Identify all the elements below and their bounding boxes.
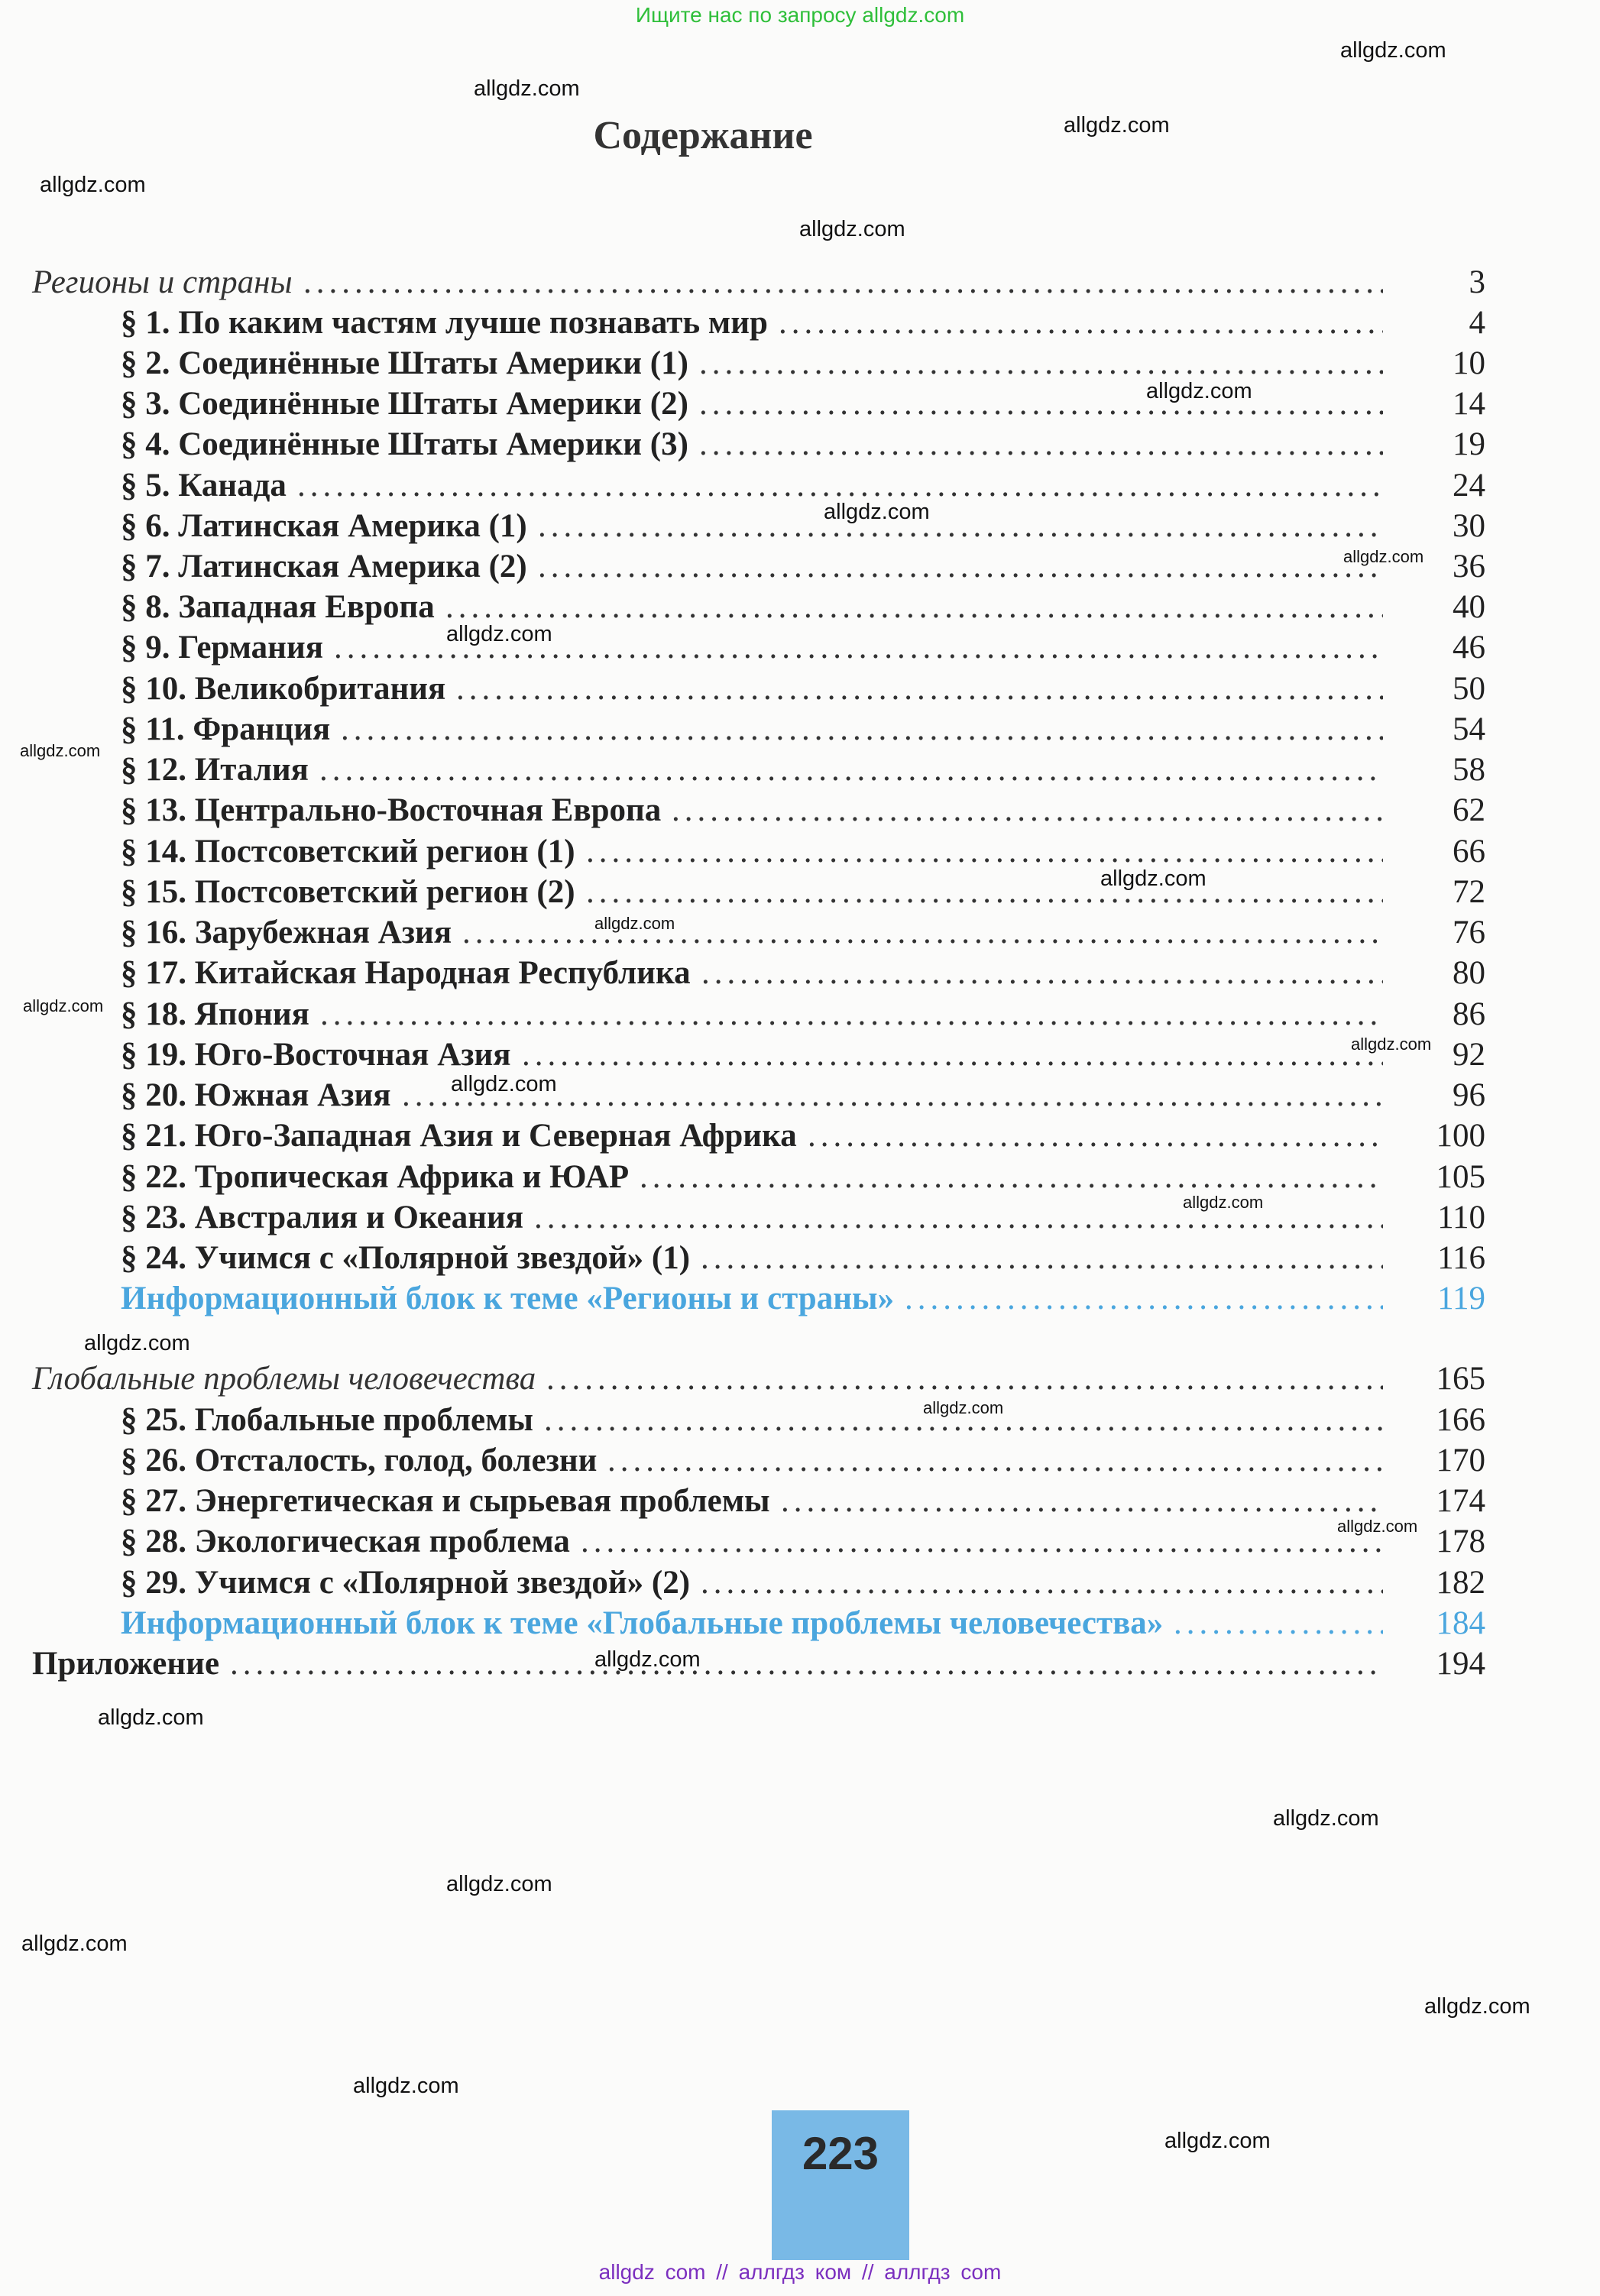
toc-leader-dots	[1174, 1603, 1383, 1644]
toc-leader-dots	[538, 506, 1383, 547]
toc-label: § 3. Соединённые Штаты Америки (2)	[121, 386, 688, 422]
toc-page: 62	[1453, 792, 1485, 828]
watermark-text: allgdz.com	[1273, 1806, 1379, 1831]
watermark-text: allgdz.com	[21, 1932, 128, 1956]
toc-label: § 5. Канада	[121, 468, 287, 504]
toc-leader-dots	[546, 1358, 1383, 1400]
toc-label: § 8. Западная Европа	[121, 589, 435, 625]
toc-row	[0, 872, 1600, 913]
toc-leader-dots	[607, 1440, 1383, 1482]
toc-row	[0, 465, 1600, 507]
toc-row	[0, 303, 1600, 344]
toc-leader-dots	[701, 1563, 1383, 1604]
toc-page: 58	[1453, 752, 1485, 788]
toc-row	[0, 912, 1600, 954]
toc-row	[0, 1358, 1600, 1400]
toc-label: § 18. Япония	[121, 996, 309, 1032]
toc-label: § 4. Соединённые Штаты Америки (3)	[121, 426, 688, 462]
toc-page: 170	[1436, 1443, 1485, 1478]
toc-label: § 22. Тропическая Африка и ЮАР	[121, 1159, 630, 1195]
toc-row	[0, 1157, 1600, 1198]
toc-leader-dots	[230, 1643, 1383, 1685]
toc-page: 100	[1436, 1118, 1485, 1154]
watermark-text: allgdz.com	[1351, 1035, 1432, 1054]
toc-page: 66	[1453, 834, 1485, 870]
toc-row	[0, 1440, 1600, 1482]
toc-page: 165	[1436, 1361, 1485, 1397]
toc-label: § 19. Юго-Восточная Азия	[121, 1037, 511, 1073]
toc-row	[0, 669, 1600, 710]
toc-row	[0, 1075, 1600, 1116]
watermark-text: allgdz.com	[923, 1398, 1004, 1417]
toc-label: Приложение	[32, 1646, 220, 1682]
watermark-text: allgdz.com	[1424, 1994, 1530, 2019]
watermark-text: allgdz.com	[1100, 866, 1206, 891]
toc-label: § 7. Латинская Америка (2)	[121, 549, 527, 585]
watermark-text: allgdz.com	[98, 1705, 204, 1730]
toc-row	[0, 627, 1600, 669]
toc-page: 30	[1453, 508, 1485, 544]
watermark-text: allgdz.com	[446, 1872, 552, 1896]
watermark-text: allgdz.com	[353, 2074, 459, 2098]
toc-leader-dots	[808, 1116, 1383, 1157]
toc-page: 86	[1453, 996, 1485, 1032]
toc-row	[0, 424, 1600, 465]
watermark-text: allgdz.com	[40, 173, 146, 197]
toc-leader-dots	[320, 994, 1383, 1035]
toc-label: § 12. Италия	[121, 752, 309, 788]
watermark-text: allgdz.com	[594, 1647, 701, 1672]
toc-label: § 28. Экологическая проблема	[121, 1524, 570, 1559]
toc-label: § 21. Юго-Западная Азия и Северная Африка	[121, 1118, 797, 1154]
toc-label: § 24. Учимся с «Полярной звездой» (1)	[121, 1240, 691, 1276]
watermark-text: allgdz.com	[799, 217, 905, 241]
toc-page: 92	[1453, 1037, 1485, 1073]
toc-row	[0, 343, 1600, 384]
page-number-box	[772, 2110, 909, 2260]
watermark-text: allgdz.com	[446, 622, 552, 646]
toc-label: § 17. Китайская Народная Республика	[121, 955, 691, 991]
toc-page: 80	[1453, 955, 1485, 991]
toc-row	[0, 1238, 1600, 1279]
watermark-text: allgdz.com	[474, 76, 580, 101]
toc-page: 3	[1469, 264, 1485, 300]
toc-leader-dots	[779, 303, 1383, 344]
toc-label: § 10. Великобритания	[121, 671, 446, 707]
toc-leader-dots	[699, 343, 1383, 384]
toc-page: 166	[1436, 1402, 1485, 1438]
toc-page: 50	[1453, 671, 1485, 707]
toc-page: 10	[1453, 345, 1485, 381]
watermark-text: allgdz.com	[1164, 2129, 1271, 2153]
toc-row	[0, 1603, 1600, 1644]
toc-row	[0, 1197, 1600, 1239]
toc-page: 194	[1436, 1646, 1485, 1682]
toc-row	[0, 1481, 1600, 1522]
toc-label: § 25. Глобальные проблемы	[121, 1402, 533, 1438]
toc-label: § 11. Франция	[121, 711, 331, 747]
toc-label: § 9. Германия	[121, 630, 323, 665]
toc-page: 110	[1437, 1200, 1485, 1235]
toc-leader-dots	[672, 790, 1383, 831]
watermark-text: allgdz.com	[20, 741, 101, 760]
page-title: Содержание	[593, 114, 813, 157]
toc-label: § 27. Энергетическая и сырьевая проблемы	[121, 1483, 770, 1519]
toc-label: Информационный блок к теме «Глобальные проблемы человечества»	[121, 1605, 1164, 1641]
toc-row	[0, 384, 1600, 425]
toc-leader-dots	[699, 424, 1383, 465]
toc-row	[0, 709, 1600, 750]
watermark-text: allgdz.com	[824, 500, 930, 524]
toc-page: 4	[1469, 305, 1485, 341]
toc-page: 76	[1453, 915, 1485, 950]
watermark-text: allgdz.com	[23, 996, 104, 1015]
toc-leader-dots	[445, 587, 1383, 628]
toc-page: 72	[1453, 874, 1485, 910]
toc-page: 24	[1453, 468, 1485, 504]
toc-row	[0, 994, 1600, 1035]
toc-label: § 16. Зарубежная Азия	[121, 915, 452, 950]
toc-label: § 26. Отсталость, голод, болезни	[121, 1443, 598, 1478]
top-banner[interactable]: Ищите нас по запросу allgdz.com	[635, 3, 965, 27]
toc-row	[0, 1643, 1600, 1685]
watermark-text: allgdz.com	[84, 1331, 190, 1355]
toc-leader-dots	[303, 262, 1383, 303]
toc-label: § 13. Центрально-Восточная Европа	[121, 792, 662, 828]
toc-leader-dots	[699, 384, 1383, 425]
toc-leader-dots	[319, 750, 1383, 791]
toc-page: 119	[1437, 1281, 1485, 1316]
toc-leader-dots	[341, 709, 1383, 750]
toc-leader-dots	[586, 831, 1383, 873]
toc-row	[0, 1400, 1600, 1441]
toc-row	[0, 790, 1600, 831]
toc-page: 36	[1453, 549, 1485, 585]
toc-leader-dots	[522, 1035, 1383, 1076]
toc-leader-dots	[781, 1481, 1383, 1522]
watermark-text: allgdz.com	[1183, 1193, 1264, 1212]
toc-page: 14	[1453, 386, 1485, 422]
toc-label: § 29. Учимся с «Полярной звездой» (2)	[121, 1565, 691, 1601]
bottom-banner[interactable]: allgdz com // аллгдз ком // аллгдз com	[598, 2260, 1002, 2284]
toc-page: 40	[1453, 589, 1485, 625]
watermark-text: allgdz.com	[1064, 113, 1170, 138]
toc-label: § 6. Латинская Америка (1)	[121, 508, 527, 544]
toc-row	[0, 750, 1600, 791]
toc-page: 184	[1436, 1605, 1485, 1641]
toc-leader-dots	[456, 669, 1383, 710]
page-number: 223	[802, 2128, 879, 2179]
toc-row	[0, 1563, 1600, 1604]
toc-leader-dots	[701, 1238, 1383, 1279]
watermark-text: allgdz.com	[1337, 1517, 1418, 1536]
toc-label: § 23. Австралия и Океания	[121, 1200, 524, 1235]
toc-label: Глобальные проблемы человечества	[32, 1361, 536, 1397]
toc-label: § 1. По каким частям лучше познавать мир	[121, 305, 768, 341]
toc-label: Информационный блок к теме «Регионы и страны»	[121, 1281, 895, 1316]
toc-leader-dots	[538, 546, 1383, 588]
toc-label: § 20. Южная Азия	[121, 1077, 391, 1113]
toc-page: 174	[1436, 1483, 1485, 1519]
toc-page: 19	[1453, 426, 1485, 462]
toc-label: § 2. Соединённые Штаты Америки (1)	[121, 345, 688, 381]
watermark-text: allgdz.com	[594, 914, 675, 933]
watermark-text: allgdz.com	[451, 1072, 557, 1096]
toc-leader-dots	[640, 1157, 1383, 1198]
toc-leader-dots	[701, 953, 1383, 994]
toc-row	[0, 587, 1600, 628]
watermark-text: allgdz.com	[1343, 547, 1424, 566]
toc-label: § 14. Постсоветский регион (1)	[121, 834, 575, 870]
toc-page: 46	[1453, 630, 1485, 665]
toc-row	[0, 953, 1600, 994]
toc-page: 116	[1437, 1240, 1485, 1276]
toc-row	[0, 1278, 1600, 1320]
toc-row	[0, 506, 1600, 547]
toc-page: 105	[1436, 1159, 1485, 1195]
watermark-text: allgdz.com	[1146, 379, 1252, 403]
toc-label: Регионы и страны	[32, 264, 293, 300]
toc-row	[0, 262, 1600, 303]
toc-page: 182	[1436, 1565, 1485, 1601]
toc-row	[0, 831, 1600, 873]
toc-page: 54	[1453, 711, 1485, 747]
toc-page: 178	[1436, 1524, 1485, 1559]
toc-page: 96	[1453, 1077, 1485, 1113]
toc-leader-dots	[586, 872, 1383, 913]
toc-leader-dots	[581, 1521, 1383, 1563]
toc-row	[0, 1116, 1600, 1157]
toc-label: § 15. Постсоветский регион (2)	[121, 874, 575, 910]
watermark-text: allgdz.com	[1340, 38, 1446, 63]
toc-leader-dots	[905, 1278, 1383, 1320]
